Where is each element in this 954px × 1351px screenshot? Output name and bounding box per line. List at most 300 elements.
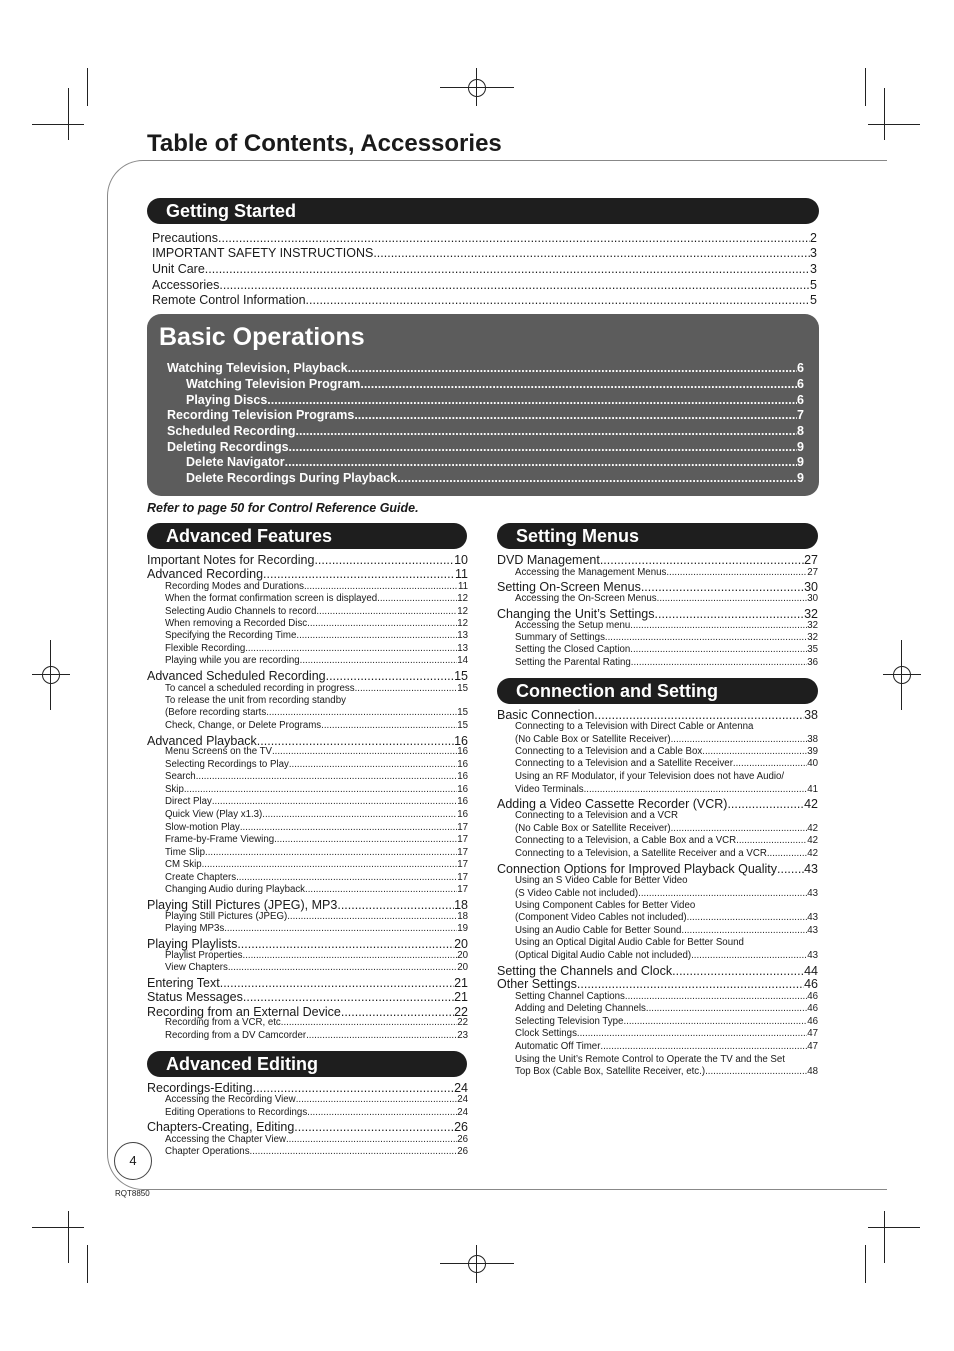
- toc-entry-title: Recording Television Programs: [167, 408, 355, 422]
- toc-leader-dots: [263, 567, 455, 581]
- toc-leader-dots: [286, 1134, 457, 1145]
- toc-entry: [167, 361, 804, 375]
- toc-leader-dots: [250, 1146, 458, 1157]
- toc-entry-title: Advanced Scheduled Recording: [147, 669, 326, 683]
- toc-entry-page: 15: [457, 707, 468, 718]
- crop-mark: [87, 68, 88, 106]
- toc-entry-page: 26: [454, 1120, 468, 1134]
- registration-mark: [468, 79, 486, 97]
- registration-mark: [893, 666, 911, 684]
- crop-mark: [884, 88, 885, 140]
- toc-entry: [515, 823, 818, 834]
- toc-entry-title: To cancel a scheduled recording in progress: [165, 683, 355, 694]
- crop-mark: [87, 1245, 88, 1283]
- toc-entry: [515, 1016, 818, 1027]
- toc-entry-title: Recording from a DV Camcorder: [165, 1030, 307, 1041]
- toc-entry-page: 18: [454, 898, 468, 912]
- toc-entry-title: Other Settings: [497, 977, 577, 991]
- toc-entry-page: 39: [807, 746, 818, 757]
- toc-entry-title: (Component Video Cables not included): [515, 912, 687, 923]
- toc-entry-page: 16: [457, 784, 468, 795]
- toc-entry: [515, 758, 818, 769]
- toc-entry-page: 7: [797, 408, 804, 422]
- toc-entry: [165, 746, 468, 757]
- toc-entry-page: 3: [810, 262, 817, 276]
- toc-entry: [186, 455, 804, 469]
- toc-entry: [165, 593, 468, 604]
- toc-leader-dots: [584, 784, 808, 795]
- toc-entry-page: 43: [804, 862, 818, 876]
- toc-entry-page: 32: [804, 607, 818, 621]
- crop-mark: [865, 68, 866, 106]
- toc-entry-title: Automatic Off Timer: [515, 1041, 601, 1052]
- registration-mark: [468, 1255, 486, 1273]
- toc-entry-page: 43: [807, 912, 818, 923]
- toc-entry-page: 47: [807, 1028, 818, 1039]
- toc-entry: [165, 1134, 468, 1145]
- toc-entry: [515, 593, 818, 604]
- crop-mark: [884, 1211, 885, 1263]
- toc-leader-dots: [577, 1028, 807, 1039]
- toc-entry: [515, 1066, 818, 1077]
- toc-entry-title: Time Slip: [165, 847, 206, 858]
- toc-leader-dots: [594, 708, 804, 722]
- section-connection-setting: Connection and Setting: [497, 678, 818, 704]
- crop-mark: [868, 124, 920, 125]
- toc-entry-page: 20: [457, 950, 468, 961]
- toc-entry: [165, 847, 468, 858]
- page-title: Table of Contents, Accessories: [147, 130, 502, 157]
- toc-leader-dots: [306, 293, 811, 307]
- toc-entry: [515, 810, 818, 821]
- toc-entry: [515, 925, 818, 936]
- toc-entry: [186, 377, 804, 391]
- toc-entry-title: Editing Operations to Recordings: [165, 1107, 308, 1118]
- toc-entry-title: Using an RF Modulator, if your Television does not have Audio/: [515, 771, 785, 782]
- toc-entry-title: Direct Play: [165, 796, 212, 807]
- toc-leader-dots: [600, 553, 804, 567]
- toc-entry: [165, 655, 468, 666]
- toc-entry-title: Status Messages: [147, 990, 243, 1004]
- toc-entry-page: 17: [457, 822, 468, 833]
- toc-leader-dots: [289, 759, 457, 770]
- toc-entry-page: 6: [797, 361, 804, 375]
- toc-leader-dots: [236, 872, 457, 883]
- toc-entry: [147, 1081, 468, 1095]
- crop-mark: [32, 124, 84, 125]
- toc-leader-dots: [397, 471, 797, 485]
- toc-entry-title: Important Notes for Recording: [147, 553, 315, 567]
- toc-entry: [165, 962, 468, 973]
- toc-entry: [165, 859, 468, 870]
- toc-entry: [147, 898, 468, 912]
- toc-entry-page: 11: [455, 567, 468, 581]
- toc-entry-page: 5: [810, 278, 817, 292]
- toc-leader-dots: [767, 848, 807, 859]
- toc-entry-title: Using an Audio Cable for Better Sound: [515, 925, 682, 936]
- toc-entry: [147, 976, 468, 990]
- toc-entry: [165, 771, 468, 782]
- toc-entry-page: 27: [807, 567, 818, 578]
- toc-entry-title: When the format confirmation screen is displayed: [165, 593, 378, 604]
- toc-entry: [147, 1120, 468, 1134]
- toc-entry: [165, 923, 468, 934]
- toc-entry-page: 10: [454, 553, 468, 567]
- toc-entry-title: Flexible Recording: [165, 643, 246, 654]
- toc-leader-dots: [631, 657, 807, 668]
- toc-entry-page: 15: [457, 683, 468, 694]
- toc-entry-page: 12: [457, 606, 468, 617]
- toc-entry: [186, 471, 804, 485]
- toc-entry-page: 42: [807, 848, 818, 859]
- toc-entry-title: (Optical Digital Audio Cable not included): [515, 950, 692, 961]
- toc-entry-page: 38: [807, 734, 818, 745]
- toc-entry-title: Playing Discs: [186, 393, 268, 407]
- toc-entry-title: Unit Care: [152, 262, 205, 276]
- toc-leader-dots: [641, 580, 804, 594]
- toc-entry-page: 17: [457, 847, 468, 858]
- toc-entry-page: 16: [457, 746, 468, 757]
- toc-entry: [515, 657, 818, 668]
- toc-entry-title: Chapters-Creating, Editing: [147, 1120, 295, 1134]
- toc-entry-page: 24: [457, 1094, 468, 1105]
- toc-entry: [515, 937, 818, 948]
- toc-entry-page: 14: [457, 655, 468, 666]
- document-code: RQT8850: [115, 1189, 150, 1198]
- toc-leader-dots: [360, 377, 797, 391]
- toc-entry-title: Accessing the Setup menu: [515, 620, 631, 631]
- toc-entry: [165, 1107, 468, 1118]
- toc-entry: [165, 872, 468, 883]
- toc-entry: [147, 553, 468, 567]
- toc-leader-dots: [657, 593, 808, 604]
- toc-entry-page: 21: [454, 990, 468, 1004]
- crop-mark: [868, 1227, 920, 1228]
- toc-entry-page: 16: [457, 796, 468, 807]
- toc-entry: [515, 1041, 818, 1052]
- toc-entry: [497, 862, 818, 876]
- toc-entry-title: Playing Still Pictures (JPEG), MP3: [147, 898, 338, 912]
- toc-entry: [515, 900, 818, 911]
- toc-entry: [497, 964, 818, 978]
- toc-entry-title: Accessing the Management Menus: [515, 567, 667, 578]
- toc-leader-dots: [274, 834, 457, 845]
- toc-entry-title: View Chapters: [165, 962, 228, 973]
- toc-leader-dots: [337, 898, 454, 912]
- toc-entry-page: 17: [457, 884, 468, 895]
- toc-leader-dots: [212, 796, 457, 807]
- reference-note: Refer to page 50 for Control Reference Guide.: [147, 501, 419, 515]
- toc-entry-title: Playing while you are recording: [165, 655, 300, 666]
- toc-leader-dots: [304, 581, 458, 592]
- toc-entry-title: Using an S Video Cable for Better Video: [515, 875, 688, 886]
- toc-entry-title: Using Component Cables for Better Video: [515, 900, 696, 911]
- toc-leader-dots: [219, 278, 810, 292]
- toc-entry-page: 17: [457, 859, 468, 870]
- toc-leader-dots: [733, 758, 807, 769]
- toc-leader-dots: [666, 567, 807, 578]
- toc-entry-page: 43: [807, 950, 818, 961]
- toc-entry: [165, 809, 468, 820]
- toc-entry-page: 20: [457, 962, 468, 973]
- toc-leader-dots: [377, 593, 457, 604]
- toc-entry-page: 41: [807, 784, 818, 795]
- toc-entry: [515, 644, 818, 655]
- toc-entry-title: Accessories: [152, 278, 220, 292]
- toc-entry: [165, 707, 468, 718]
- toc-entry-title: Quick View (Play x1.3): [165, 809, 263, 820]
- crop-mark: [32, 1227, 84, 1228]
- toc-entry: [515, 1028, 818, 1039]
- toc-entry-title: Remote Control Information: [152, 293, 306, 307]
- toc-entry-page: 13: [457, 643, 468, 654]
- toc-entry: [167, 440, 804, 454]
- toc-entry: [147, 937, 468, 951]
- toc-entry-title: Watching Television, Playback: [167, 361, 348, 375]
- toc-entry: [165, 796, 468, 807]
- toc-entry: [147, 567, 468, 581]
- toc-entry: [515, 888, 818, 899]
- toc-entry-page: 20: [454, 937, 468, 951]
- toc-entry: [167, 408, 804, 422]
- toc-entry-title: Connection Options for Improved Playback Quality: [497, 862, 777, 876]
- toc-entry-title: Clock Settings: [515, 1028, 577, 1039]
- toc-leader-dots: [283, 1017, 457, 1028]
- toc-entry-page: 44: [804, 964, 818, 978]
- toc-entry-page: 38: [804, 708, 818, 722]
- toc-entry-page: 42: [807, 823, 818, 834]
- toc-entry: [165, 643, 468, 654]
- toc-entry-title: Create Chapters: [165, 872, 237, 883]
- toc-entry: [152, 262, 817, 276]
- toc-entry-title: Slow-motion Play: [165, 822, 240, 833]
- toc-entry: [165, 618, 468, 629]
- toc-entry-title: Setting the Channels and Clock: [497, 964, 673, 978]
- toc-entry-page: 43: [807, 888, 818, 899]
- toc-leader-dots: [314, 553, 454, 567]
- toc-entry-title: Basic Connection: [497, 708, 595, 722]
- toc-entry-page: 8: [797, 424, 804, 438]
- toc-entry: [165, 1146, 468, 1157]
- toc-leader-dots: [245, 643, 457, 654]
- toc-leader-dots: [266, 707, 457, 718]
- toc-entry-page: 26: [457, 1146, 468, 1157]
- crop-mark: [440, 87, 514, 88]
- toc-leader-dots: [262, 809, 457, 820]
- toc-entry-page: 18: [457, 911, 468, 922]
- toc-entry: [515, 746, 818, 757]
- toc-leader-dots: [671, 823, 808, 834]
- toc-entry: [515, 734, 818, 745]
- crop-mark: [68, 1211, 69, 1263]
- toc-leader-dots: [630, 620, 807, 631]
- toc-entry-title: Selecting Recordings to Play: [165, 759, 289, 770]
- toc-entry-title: Accessing the Chapter View: [165, 1134, 286, 1145]
- toc-entry-title: Setting the Closed Caption: [515, 644, 631, 655]
- toc-entry-page: 16: [457, 809, 468, 820]
- toc-entry: [165, 1030, 468, 1041]
- toc-leader-dots: [630, 644, 807, 655]
- toc-entry: [186, 393, 804, 407]
- toc-entry-page: 40: [807, 758, 818, 769]
- toc-leader-dots: [623, 1016, 807, 1027]
- toc-entry: [497, 580, 818, 594]
- toc-entry-title: Adding a Video Cassette Recorder (VCR): [497, 797, 728, 811]
- toc-entry: [147, 990, 468, 1004]
- section-advanced-editing: Advanced Editing: [147, 1051, 467, 1077]
- basic-operations-heading: Basic Operations: [159, 323, 365, 351]
- toc-entry-title: Using an Optical Digital Audio Cable for Better Sound: [515, 937, 744, 948]
- toc-entry-title: Adding and Deleting Channels: [515, 1003, 646, 1014]
- toc-entry-page: 35: [807, 644, 818, 655]
- toc-entry: [167, 424, 804, 438]
- toc-entry-title: Recordings-Editing: [147, 1081, 253, 1095]
- toc-entry-page: 15: [457, 720, 468, 731]
- toc-entry-title: Connecting to a Television and a VCR: [515, 810, 678, 821]
- toc-leader-dots: [681, 925, 807, 936]
- toc-entry-title: Setting Channel Captions: [515, 991, 625, 1002]
- toc-entry-title: IMPORTANT SAFETY INSTRUCTIONS: [152, 246, 374, 260]
- toc-entry-page: 46: [807, 991, 818, 1002]
- page-number: 4: [114, 1142, 152, 1180]
- toc-entry-page: 16: [454, 734, 468, 748]
- toc-entry-page: 23: [457, 1030, 468, 1041]
- toc-entry-title: Connecting to a Television and a Satellite Receiver: [515, 758, 733, 769]
- toc-leader-dots: [777, 862, 804, 876]
- toc-leader-dots: [202, 859, 458, 870]
- toc-entry-title: Advanced Playback: [147, 734, 257, 748]
- toc-leader-dots: [196, 771, 458, 782]
- toc-entry-page: 46: [807, 1003, 818, 1014]
- toc-entry: [165, 630, 468, 641]
- toc-entry-page: 32: [807, 632, 818, 643]
- toc-entry-title: (S Video Cable not included): [515, 888, 639, 899]
- toc-leader-dots: [354, 408, 797, 422]
- toc-leader-dots: [625, 991, 807, 1002]
- toc-entry-page: 36: [807, 657, 818, 668]
- toc-entry: [497, 553, 818, 567]
- toc-entry-title: Advanced Recording: [147, 567, 264, 581]
- crop-mark: [476, 1245, 477, 1283]
- toc-leader-dots: [326, 669, 454, 683]
- toc-entry-page: 46: [807, 1016, 818, 1027]
- toc-entry-title: DVD Management: [497, 553, 600, 567]
- toc-entry-title: Connecting to a Television with Direct Cable or Antenna: [515, 721, 754, 732]
- toc-leader-dots: [243, 990, 454, 1004]
- registration-mark: [42, 666, 60, 684]
- toc-leader-dots: [705, 1066, 807, 1077]
- toc-entry-page: 48: [807, 1066, 818, 1077]
- toc-entry: [165, 683, 468, 694]
- toc-leader-dots: [296, 424, 798, 438]
- crop-mark: [68, 88, 69, 140]
- toc-entry-title: Setting On-Screen Menus: [497, 580, 641, 594]
- toc-entry-title: When removing a Recorded Disc: [165, 618, 308, 629]
- toc-entry: [515, 567, 818, 578]
- toc-leader-dots: [672, 964, 804, 978]
- toc-entry-title: Selecting Audio Channels to record: [165, 606, 317, 617]
- toc-entry-page: 17: [457, 834, 468, 845]
- crop-mark: [32, 674, 70, 675]
- crop-mark: [50, 640, 51, 710]
- toc-leader-dots: [305, 884, 457, 895]
- toc-entry-title: Recording from a VCR, etc.: [165, 1017, 284, 1028]
- toc-entry: [165, 606, 468, 617]
- toc-entry-title: Connecting to a Television, a Satellite Receiver and a VCR: [515, 848, 767, 859]
- toc-entry: [165, 1017, 468, 1028]
- toc-entry: [515, 848, 818, 859]
- toc-entry-title: (Before recording starts: [165, 707, 267, 718]
- toc-entry: [515, 1054, 818, 1065]
- toc-entry-page: 42: [804, 797, 818, 811]
- toc-entry: [165, 822, 468, 833]
- toc-entry-title: Changing the Unit’s Settings: [497, 607, 655, 621]
- toc-entry-page: 27: [804, 553, 818, 567]
- crop-mark: [476, 68, 477, 106]
- toc-entry: [497, 607, 818, 621]
- toc-entry-title: Selecting Television Type: [515, 1016, 624, 1027]
- toc-leader-dots: [655, 607, 805, 621]
- toc-entry-page: 26: [457, 1134, 468, 1145]
- toc-entry-title: Delete Recordings During Playback: [186, 471, 398, 485]
- toc-entry-page: 19: [457, 923, 468, 934]
- toc-entry: [515, 835, 818, 846]
- toc-leader-dots: [691, 950, 807, 961]
- toc-entry: [165, 1094, 468, 1105]
- toc-entry-page: 9: [797, 471, 804, 485]
- toc-entry-page: 46: [804, 977, 818, 991]
- toc-entry-title: Connecting to a Television and a Cable Box: [515, 746, 703, 757]
- toc-entry-title: Recording Modes and Durations: [165, 581, 304, 592]
- toc-leader-dots: [184, 784, 457, 795]
- toc-entry-title: Scheduled Recording: [167, 424, 296, 438]
- toc-leader-dots: [289, 440, 798, 454]
- toc-leader-dots: [307, 1107, 457, 1118]
- toc-entry: [497, 977, 818, 991]
- toc-entry: [152, 231, 817, 245]
- toc-entry-page: 9: [797, 455, 804, 469]
- toc-entry: [165, 884, 468, 895]
- toc-entry-page: 30: [804, 580, 818, 594]
- toc-entry: [152, 246, 817, 260]
- toc-entry-page: 32: [807, 620, 818, 631]
- toc-entry-page: 42: [807, 835, 818, 846]
- toc-entry-title: Entering Text: [147, 976, 220, 990]
- toc-leader-dots: [253, 1081, 454, 1095]
- toc-leader-dots: [605, 632, 807, 643]
- toc-leader-dots: [727, 797, 804, 811]
- toc-leader-dots: [287, 911, 457, 922]
- toc-entry-page: 30: [807, 593, 818, 604]
- toc-entry: [165, 834, 468, 845]
- toc-entry-page: 12: [457, 618, 468, 629]
- toc-entry: [515, 1003, 818, 1014]
- toc-entry-page: 17: [457, 872, 468, 883]
- toc-leader-dots: [355, 683, 458, 694]
- toc-entry-page: 16: [457, 771, 468, 782]
- section-setting-menus: Setting Menus: [497, 523, 818, 549]
- toc-entry-title: Skip: [165, 784, 184, 795]
- toc-leader-dots: [296, 630, 457, 641]
- toc-entry-title: Recording from an External Device: [147, 1005, 341, 1019]
- toc-entry: [165, 720, 468, 731]
- toc-leader-dots: [671, 734, 808, 745]
- toc-entry-title: Summary of Settings: [515, 632, 605, 643]
- toc-entry-title: Search: [165, 771, 196, 782]
- toc-leader-dots: [307, 618, 457, 629]
- toc-entry-title: Using the Unit’s Remote Control to Operate the TV and the Set: [515, 1054, 785, 1065]
- toc-entry-title: Video Terminals: [515, 784, 584, 795]
